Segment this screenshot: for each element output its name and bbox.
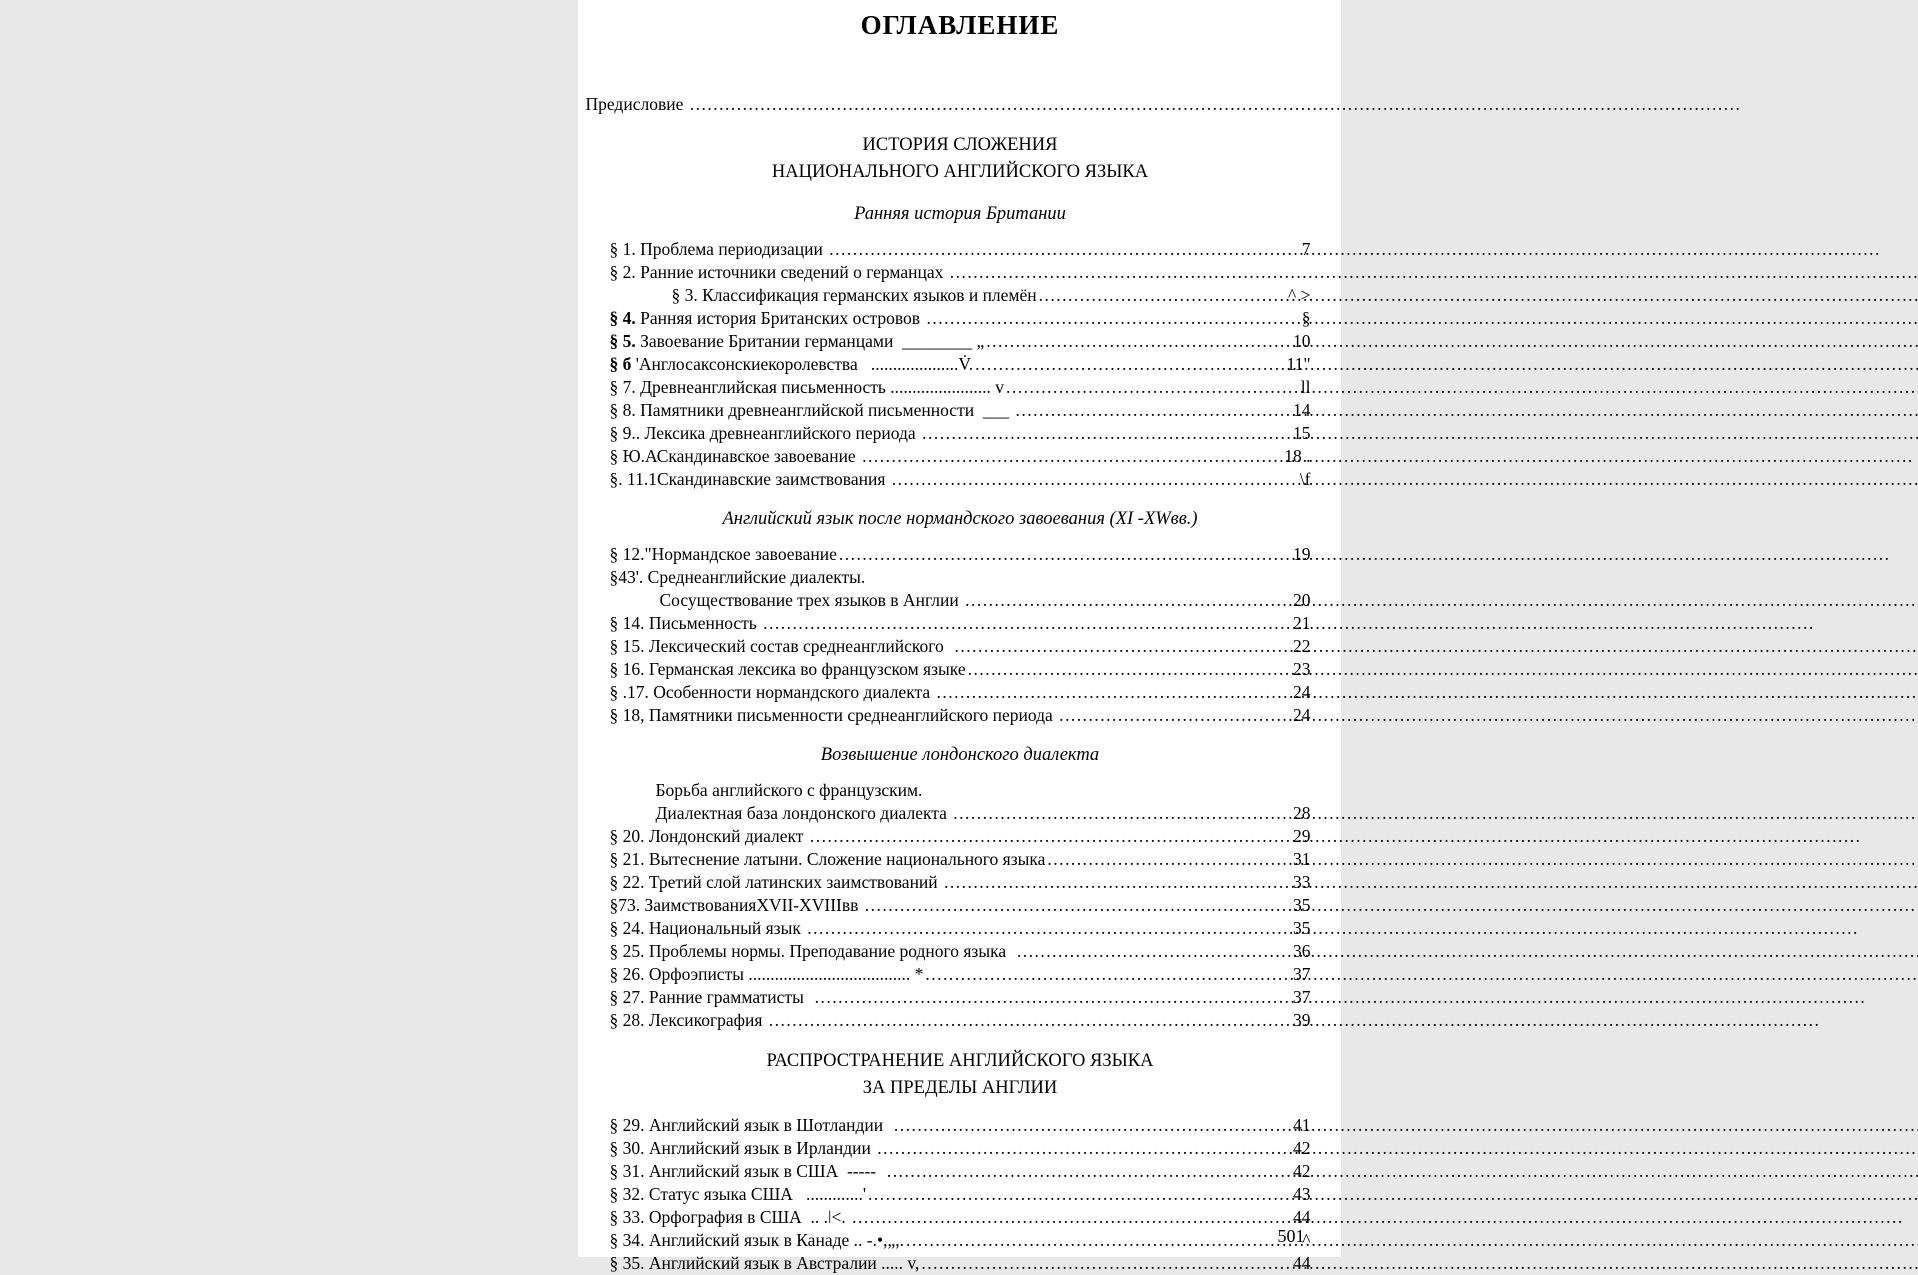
dot-leader: [875, 1137, 1291, 1160]
toc-entry: [610, 1183, 1311, 1206]
dot-leader: [942, 871, 1291, 894]
entry-title: § 35. Английский язык в Австралии ..... v,: [609, 1253, 920, 1273]
entry-title: Предисловие: [585, 94, 688, 114]
dot-leader: [973, 353, 1284, 376]
toc-entry: [610, 1229, 1311, 1252]
entry-title: § 18, Памятники письменности среднеанглийского периода: [609, 705, 1058, 725]
toc-entry: [610, 658, 1311, 681]
toc-entry: [610, 802, 1311, 825]
section-heading-line: НАЦИОНАЛЬНОГО АНГЛИЙСКОГО ЯЗЫКА: [771, 162, 1149, 182]
entry-page-number: 44: [1293, 1253, 1311, 1273]
entry-page-number: 7: [1301, 239, 1311, 259]
entry-title: § 31. Английский язык в США -----: [609, 1161, 885, 1181]
entry-title: § 3. Классификация германских языков и племён: [671, 285, 1037, 305]
toc-entry: [610, 894, 1311, 917]
toc-entry: [610, 1009, 1311, 1032]
dot-leader: [923, 963, 1291, 986]
toc-entry: [610, 399, 1311, 422]
toc-entry: [610, 1114, 1311, 1137]
subsection-heading: Английский язык после нормандского завоевания (XI -XWвв.): [722, 509, 1198, 529]
entry-page-number: 36: [1293, 941, 1311, 961]
entry-page-number: 20: [1293, 590, 1311, 610]
entry-title: § 32. Статус языка США .............': [609, 1184, 867, 1204]
toc-entry: [610, 445, 1311, 468]
entry-page-number: 37: [1293, 987, 1311, 1007]
dot-leader: [951, 802, 1291, 825]
entry-title: § 28. Лексикография: [609, 1010, 767, 1030]
toc-entry: [586, 93, 1014, 116]
entry-page-number: 28: [1293, 803, 1311, 823]
dot-leader: [892, 1114, 1291, 1137]
dot-leader: [1057, 704, 1291, 727]
entry-page-number: 15: [1293, 423, 1311, 443]
entry-page-number: 14: [1293, 400, 1311, 420]
dot-leader: [813, 986, 1291, 1009]
entry-page-number: 33: [1293, 872, 1311, 892]
entry-title: §43'. Среднеанглийские диалекты.: [609, 567, 866, 587]
dot-leader: [948, 261, 1311, 284]
entry-title: Сосуществование трех языков в Англии: [659, 590, 964, 610]
toc-entry: [610, 543, 1311, 566]
dot-leader: [827, 238, 1300, 261]
entry-marker: § б: [609, 354, 632, 374]
entry-title: § 12."Нормандское завоевание: [609, 544, 837, 564]
dot-leader: [808, 825, 1291, 848]
entry-title: § 25. Проблемы нормы. Преподавание родного языка: [609, 941, 1015, 961]
entry-title: § 34. Английский язык в Канаде .. -.•,„,.: [609, 1230, 904, 1250]
entry-title: Диалектная база лондонского диалекта: [655, 803, 952, 823]
entry-title: § 14. Письменность: [609, 613, 762, 633]
toc-entry: [610, 1252, 1311, 1275]
subsection-heading: Возвышение лондонского диалекта: [820, 745, 1100, 765]
entry-title: § 20. Лондонский диалект: [609, 826, 808, 846]
dot-leader: [1004, 376, 1299, 399]
toc-entry: [610, 468, 1311, 491]
entry-title: Ранняя история Британских островов: [635, 308, 925, 328]
section-heading-line: ЗА ПРЕДЕЛЫ АНГЛИИ: [862, 1078, 1058, 1098]
entry-page-number: 18 .: [1284, 446, 1311, 466]
toc-entry: [610, 635, 1311, 658]
entry-title: § 9.. Лексика древнеанглийского периода: [609, 423, 921, 443]
entry-page-number: 35: [1293, 895, 1311, 915]
entry-page-number: 22: [1293, 636, 1311, 656]
entry-page-number: 19: [1293, 544, 1311, 564]
toc-entry: [610, 238, 1311, 261]
dot-leader: [1015, 940, 1291, 963]
entry-page-number: 29: [1293, 826, 1311, 846]
entry-title: § 15. Лексический состав среднеанглийского: [609, 636, 953, 656]
entry-title: §. 11.1Скандинавские заимствования: [609, 469, 890, 489]
entry-page-number: 35: [1293, 918, 1311, 938]
toc-entry: [610, 1160, 1311, 1183]
entry-title: § 33. Орфография в США .. .ǀ<.: [609, 1207, 851, 1227]
toc-entry: [610, 261, 1311, 284]
entry-title: § 29. Английский язык в Шотландии: [609, 1115, 892, 1135]
dot-leader: [919, 1252, 1291, 1275]
dot-leader: [1037, 284, 1286, 307]
toc-entry: [610, 566, 1311, 589]
entry-title: § .17. Особенности нормандского диалекта: [609, 682, 935, 702]
entry-title: § 26. Орфоэписты ..................................... *: [609, 964, 924, 984]
dot-leader: [1013, 399, 1291, 422]
toc-entry: [610, 376, 1311, 399]
toc-list: [585, 93, 1311, 1275]
dot-leader: [688, 93, 1013, 116]
entry-title: 'Англосаксонскиекоролевства ....................V̇.: [631, 354, 974, 374]
entry-title: § 21. Вытеснение латыни. Сложение национального языка: [609, 849, 1046, 869]
toc-entry: [610, 589, 1311, 612]
dot-leader: [767, 1009, 1291, 1032]
entry-title: § 2. Ранние источники сведений о германцах: [609, 262, 948, 282]
toc-entry: [610, 825, 1311, 848]
entry-page-number: 41: [1293, 1115, 1311, 1135]
dot-leader: [966, 658, 1291, 681]
entry-page-number: 21: [1293, 613, 1311, 633]
entry-page-number: 24: [1293, 705, 1311, 725]
entry-title: Борьба английского с французским.: [655, 780, 923, 800]
dot-leader: [984, 330, 1291, 353]
entry-page-number: ^: [1302, 1230, 1311, 1250]
entry-page-number: 11": [1286, 354, 1311, 374]
entry-page-number: 44: [1293, 1207, 1311, 1227]
dot-leader: [837, 543, 1291, 566]
dot-leader: [1045, 848, 1291, 871]
toc-entry: [610, 986, 1311, 1009]
toc-entry: [610, 940, 1311, 963]
dot-leader: [963, 589, 1291, 612]
entry-page-number: ll: [1300, 377, 1311, 397]
toc-entry: [610, 330, 1311, 353]
entry-title: § 27. Ранние грамматисты: [609, 987, 813, 1007]
dot-leader: [860, 445, 1282, 468]
entry-page-number: 43: [1293, 1184, 1311, 1204]
toc-entry: [610, 704, 1311, 727]
dot-leader: [904, 1229, 1300, 1252]
dot-leader: [924, 307, 1299, 330]
toc-entry: [610, 284, 1311, 307]
entry-page-number: \f: [1299, 469, 1311, 489]
entry-title: §73. ЗаимствованияXVII-XVIIIвв: [609, 895, 863, 915]
toc-entry: [610, 963, 1311, 986]
toc-entry: [610, 1206, 1311, 1229]
dot-leader: [863, 894, 1291, 917]
toc-entry: [610, 917, 1311, 940]
toc-entry: [610, 871, 1311, 894]
entry-title: § Ю.АСкандинавское завоевание: [609, 446, 861, 466]
entry-page-number: 42: [1293, 1161, 1311, 1181]
dot-leader: [761, 612, 1291, 635]
toc-entry: [610, 848, 1311, 871]
dot-leader: [890, 468, 1298, 491]
page-title: ОГЛАВЛЕНИЕ: [860, 10, 1060, 40]
dot-leader: [805, 917, 1291, 940]
dot-leader: [934, 681, 1291, 704]
entry-page-number: 39: [1293, 1010, 1311, 1030]
section-heading: [610, 1048, 1311, 1102]
entry-page-number: 31: [1293, 849, 1311, 869]
toc-entry: [610, 681, 1311, 704]
toc-entry: [610, 422, 1311, 445]
toc-entry: [610, 1137, 1311, 1160]
dot-leader: [850, 1206, 1291, 1229]
entry-title: § 7. Древнеанглийская письменность ....................... v: [609, 377, 1005, 397]
entry-title: § 16. Германская лексика во французском языке: [609, 659, 966, 679]
page-number: 501: [1277, 1226, 1305, 1246]
entry-title: Завоевание Британии германцами ________ „: [635, 331, 985, 351]
entry-page-number: ^ >: [1288, 285, 1311, 305]
section-heading: [610, 132, 1311, 186]
entry-title: § 22. Третий слой латинских заимствований: [609, 872, 943, 892]
toc-entry: [610, 779, 1311, 802]
entry-marker: § 5.: [609, 331, 636, 351]
toc-entry: [610, 307, 1311, 330]
entry-page-number: §: [1301, 308, 1311, 328]
section-heading-line: ИСТОРИЯ СЛОЖЕНИЯ: [862, 135, 1058, 155]
toc-entry: [610, 612, 1311, 635]
entry-page-number: 23: [1293, 659, 1311, 679]
subsection-heading: Ранняя история Британии: [854, 204, 1066, 224]
dot-leader: [885, 1160, 1291, 1183]
section-heading-line: РАСПРОСТРАНЕНИЕ АНГЛИЙСКОГО ЯЗЫКА: [766, 1051, 1154, 1071]
entry-title: § 30. Английский язык в Ирландии: [609, 1138, 876, 1158]
entry-title: § 24. Национальный язык: [609, 918, 806, 938]
dot-leader: [920, 422, 1291, 445]
entry-page-number: 10: [1293, 331, 1311, 351]
dot-leader: [953, 635, 1291, 658]
entry-page-number: 24: [1293, 682, 1311, 702]
entry-marker: § 4.: [609, 308, 636, 328]
toc-entry: [610, 353, 1311, 376]
dot-leader: [866, 1183, 1291, 1206]
entry-title: § 8. Памятники древнеанглийской письменности ___: [609, 400, 1014, 420]
entry-title: § 1. Проблема периодизации: [609, 239, 828, 259]
entry-page-number: 42: [1293, 1138, 1311, 1158]
scanned-toc-page: [578, 0, 1341, 1273]
entry-page-number: 37: [1293, 964, 1311, 984]
